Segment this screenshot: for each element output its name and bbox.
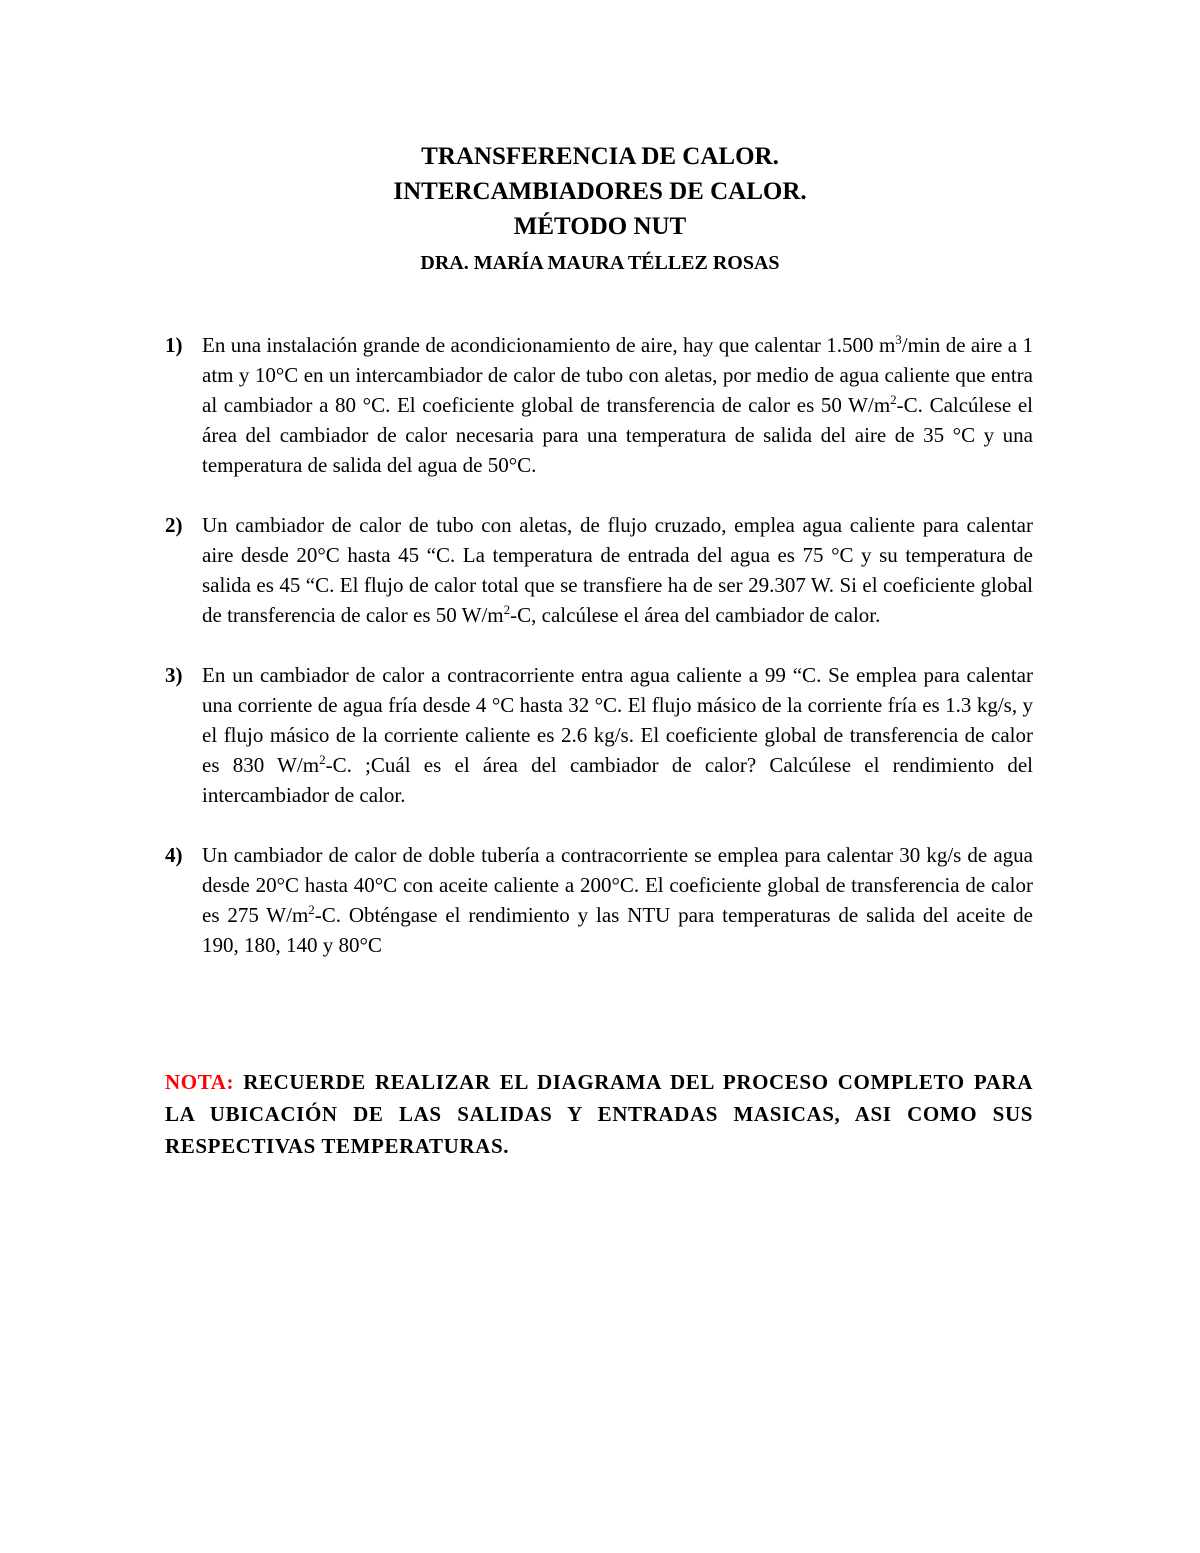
- superscript: 2: [319, 752, 326, 767]
- problem-1: [165, 330, 1033, 480]
- problem-text: [202, 330, 1033, 480]
- problem-text-part: Un cambiador de calor de tubo con aletas, de flujo cruzado, emplea agua caliente para calentar aire desde 20°C hasta 45 “C. La temperatura de entrada del agua es 75 °C y su temperatura de salida es 45 “C. El flujo de calor total que se transfiere ha de ser 29.307 W. Si el coeficiente global de transferencia de calor es 50 W/m: [202, 513, 1033, 627]
- problem-text-part: -C. ;Cuál es el área del cambiador de calor? Calcúlese el rendimiento del intercambiador de calor.: [202, 753, 1034, 807]
- problem-text: [202, 660, 1033, 810]
- problem-text: [202, 510, 1033, 630]
- problem-text-part: En una instalación grande de acondicionamiento de aire, hay que calentar 1.500 m: [202, 333, 896, 357]
- note-block: [165, 1066, 1033, 1162]
- problem-number: 3): [165, 663, 183, 687]
- problem-4: [165, 840, 1033, 960]
- problem-text-part: Un cambiador de calor de doble tubería a contracorriente se emplea para calentar 30 kg/s de agua desde 20°C hasta 40°C con aceite caliente a 200°C. El coeficiente global de transferencia de calor es 275 W/m: [202, 843, 1033, 927]
- problem-number: 1): [165, 333, 183, 357]
- superscript: 2: [890, 392, 897, 407]
- problem-number: 4): [165, 843, 183, 867]
- note-text: RECUERDE REALIZAR EL DIAGRAMA DEL PROCESO COMPLETO PARA LA UBICACIÓN DE LAS SALIDAS Y ENTRADAS MASICAS, ASI COMO SUS RESPECTIVAS TEMPERATURAS.: [165, 1070, 1033, 1158]
- problem-text-part: -C. Obténgase el rendimiento y las NTU para temperaturas de salida del aceite de 190, 180, 140 y 80°C: [202, 903, 1033, 957]
- problem-text-part: /min de aire a 1 atm y 10°C en un intercambiador de calor de tubo con aletas, por medio de agua caliente que entra al cambiador a 80 °C. El coeficiente global de transferencia de calor es 50 W/m: [202, 333, 1033, 417]
- superscript: 2: [503, 602, 511, 617]
- problem-2: [165, 510, 1033, 630]
- title-line-1: TRANSFERENCIA DE CALOR.: [421, 143, 779, 170]
- document-header: [0, 139, 1200, 278]
- problem-3: [165, 660, 1033, 810]
- problem-number: 2): [165, 513, 183, 537]
- title-line-3: MÉTODO NUT: [513, 213, 687, 240]
- author-name: DRA. MARÍA MAURA TÉLLEZ ROSAS: [420, 252, 780, 274]
- title-line-2: INTERCAMBIADORES DE CALOR.: [393, 178, 807, 205]
- superscript: 2: [308, 902, 315, 917]
- problem-list: [165, 330, 1033, 990]
- superscript: 3: [895, 332, 902, 347]
- note-label: NOTA:: [165, 1070, 235, 1094]
- problem-text-part: En un cambiador de calor a contracorriente entra agua caliente a 99 “C. Se emplea para calentar una corriente de agua fría desde 4 °C hasta 32 °C. El flujo másico de la corriente fría es 1.3 kg/s, y el flujo másico de la corriente caliente es 2.6 kg/s. El coeficiente global de transferencia de calor es 830 W/m: [202, 663, 1033, 777]
- problem-text-part: -C. Calcúlese el área del cambiador de calor necesaria para una temperatura de salida del aire de 35 °C y una temperatura de salida del agua de 50°C.: [202, 393, 1033, 477]
- problem-text: [202, 840, 1033, 960]
- problem-text-part: -C, calcúlese el área del cambiador de calor.: [510, 603, 881, 627]
